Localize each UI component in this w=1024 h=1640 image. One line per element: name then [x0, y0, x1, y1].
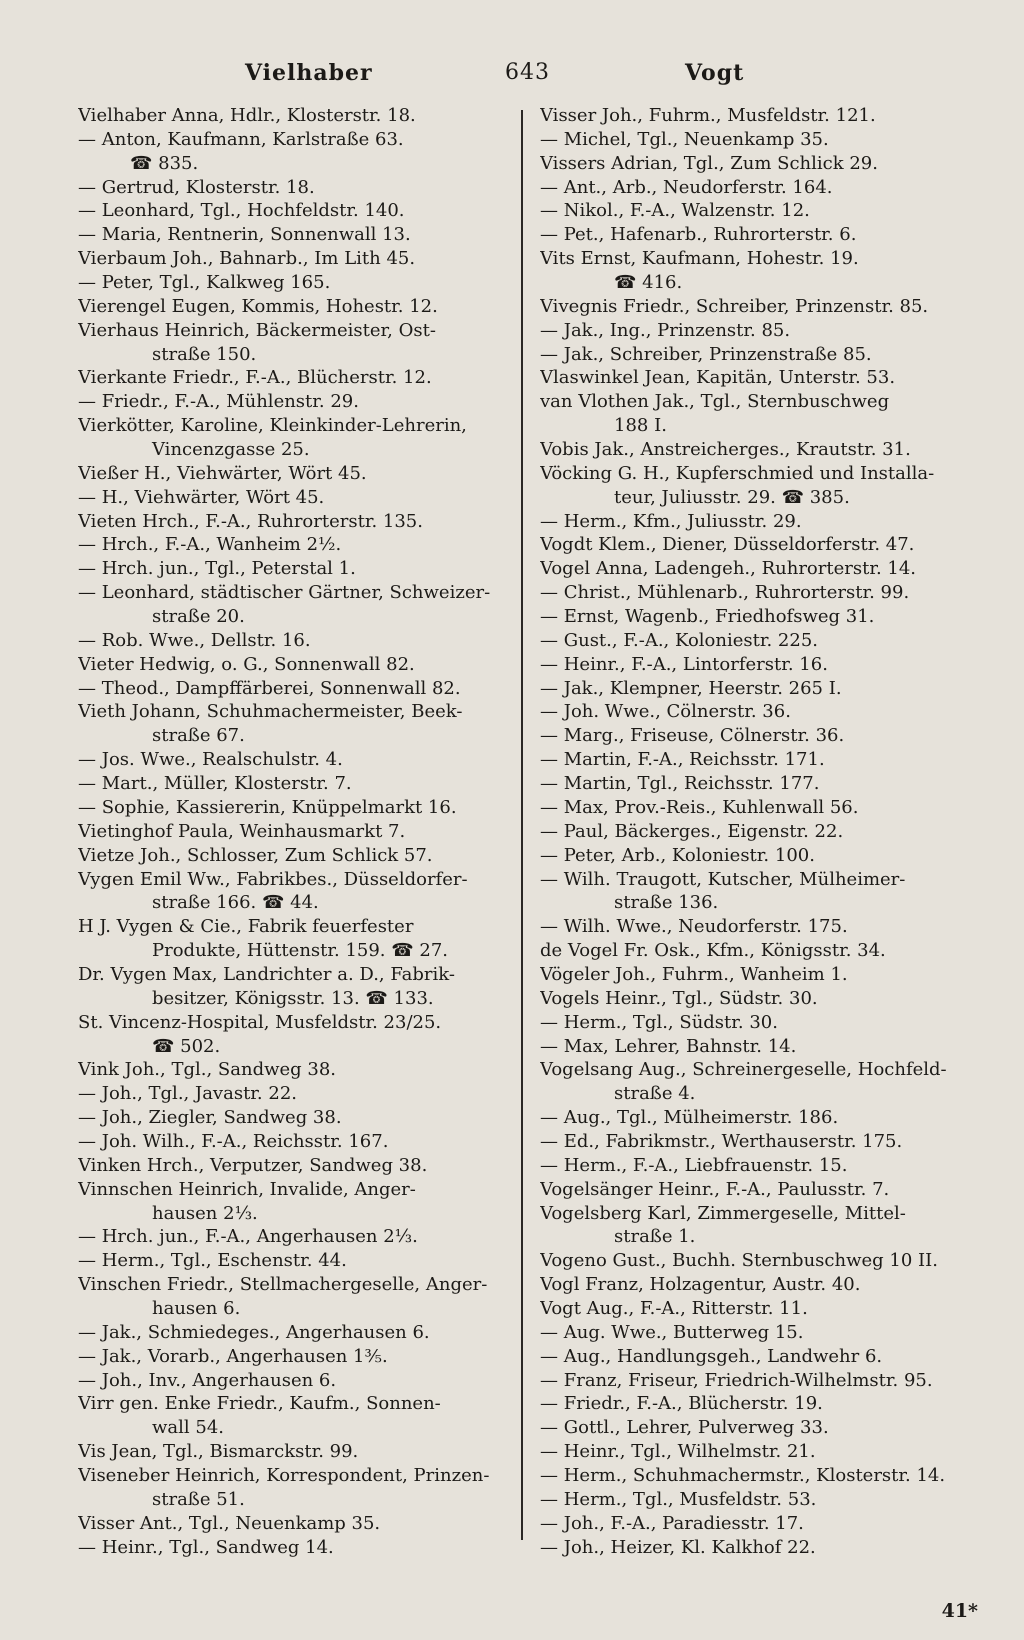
- directory-entry-line: — Franz, Friseur, Friedrich-Wilhelmstr. 95.: [540, 1369, 933, 1391]
- directory-entry-line: Vietze Joh., Schlosser, Zum Schlick 57.: [78, 844, 433, 866]
- directory-entry-line: straße 67.: [152, 725, 245, 747]
- directory-entry-line: Vierkötter, Karoline, Kleinkinder-Lehrerin,: [78, 415, 467, 437]
- directory-entry-line: — Heinr., Tgl., Sandweg 14.: [78, 1536, 334, 1558]
- directory-entry-line: — Michel, Tgl., Neuenkamp 35.: [540, 128, 829, 150]
- page-number: 643: [505, 60, 550, 85]
- directory-entry-line: Vielhaber Anna, Hdlr., Klosterstr. 18.: [78, 105, 416, 126]
- directory-entry-line: — Herm., F.-A., Liebfrauenstr. 15.: [540, 1154, 848, 1176]
- directory-entry-line: — Jak., Klempner, Heerstr. 265 I.: [540, 677, 842, 699]
- directory-entry-line: — Leonhard, Tgl., Hochfeldstr. 140.: [78, 200, 405, 222]
- directory-entry-line: Vinnschen Heinrich, Invalide, Anger-: [78, 1178, 416, 1200]
- directory-entry-line: hausen 2⅓.: [152, 1202, 258, 1224]
- directory-entry-line: Vobis Jak., Anstreicherges., Krautstr. 31.: [540, 439, 911, 461]
- directory-entry-line: — Leonhard, städtischer Gärtner, Schweizer-: [78, 582, 491, 604]
- directory-entry-line: wall 54.: [152, 1417, 224, 1439]
- directory-entry-line: — Marg., Friseuse, Cölnerstr. 36.: [540, 725, 845, 747]
- directory-entry-line: Vink Joh., Tgl., Sandweg 38.: [78, 1059, 337, 1081]
- directory-entry-line: van Vlothen Jak., Tgl., Sternbuschweg: [540, 391, 890, 413]
- right-column: [540, 104, 980, 1559]
- running-head-left: Vielhaber: [245, 60, 373, 86]
- directory-entry-line: — Jak., Ing., Prinzenstr. 85.: [540, 319, 791, 341]
- directory-entry-line: Vogel Anna, Ladengeh., Ruhrorterstr. 14.: [540, 558, 917, 580]
- directory-entry-line: — Hrch., F.-A., Wanheim 2½.: [78, 534, 342, 556]
- directory-entry-line: — Joh. Wilh., F.-A., Reichsstr. 167.: [78, 1130, 389, 1152]
- directory-entry-line: — Joh., Inv., Angerhausen 6.: [78, 1369, 337, 1391]
- directory-entry-line: Vis Jean, Tgl., Bismarckstr. 99.: [78, 1441, 359, 1463]
- directory-entry-line: Vögeler Joh., Fuhrm., Wanheim 1.: [540, 963, 848, 985]
- directory-entry-line: — Jos. Wwe., Realschulstr. 4.: [78, 749, 343, 771]
- directory-entry-line: — Herm., Kfm., Juliusstr. 29.: [540, 510, 802, 532]
- directory-entry-line: de Vogel Fr. Osk., Kfm., Königsstr. 34.: [540, 940, 886, 962]
- directory-entry-line: — Martin, F.-A., Reichsstr. 171.: [540, 749, 825, 771]
- directory-entry-line: H J. Vygen & Cie., Fabrik feuerfester: [78, 916, 414, 938]
- directory-entry-line: — Christ., Mühlenarb., Ruhrorterstr. 99.: [540, 582, 910, 604]
- directory-entry-line: — Herm., Tgl., Eschenstr. 44.: [78, 1250, 347, 1272]
- directory-entry-line: — Friedr., F.-A., Mühlenstr. 29.: [78, 391, 359, 413]
- directory-entry-line: straße 4.: [614, 1083, 696, 1105]
- running-head-right: Vogt: [685, 60, 745, 86]
- directory-entry-line: ☎ 416.: [614, 272, 683, 294]
- directory-entry-line: — Aug., Handlungsgeh., Landwehr 6.: [540, 1345, 883, 1367]
- directory-entry-line: Vieten Hrch., F.-A., Ruhrorterstr. 135.: [78, 510, 423, 532]
- directory-entry-line: Vogt Aug., F.-A., Ritterstr. 11.: [540, 1297, 808, 1319]
- directory-entry-line: — Peter, Tgl., Kalkweg 165.: [78, 272, 331, 294]
- directory-entry-line: Vogl Franz, Holzagentur, Austr. 40.: [540, 1274, 861, 1296]
- directory-entry-line: — Herm., Schuhmachermstr., Klosterstr. 14.: [540, 1464, 946, 1486]
- directory-entry-line: Vissers Adrian, Tgl., Zum Schlick 29.: [540, 152, 878, 174]
- directory-entry-line: ☎ 502.: [152, 1035, 221, 1057]
- directory-entry-line: Dr. Vygen Max, Landrichter a. D., Fabrik-: [78, 963, 455, 985]
- directory-entry-line: straße 150.: [152, 343, 257, 365]
- directory-entry-line: Vincenzgasse 25.: [152, 439, 310, 461]
- directory-entry-line: Visser Ant., Tgl., Neuenkamp 35.: [78, 1512, 381, 1534]
- directory-entry-line: Vlaswinkel Jean, Kapitän, Unterstr. 53.: [540, 367, 896, 389]
- directory-entry-line: Vogdt Klem., Diener, Düsseldorferstr. 47.: [540, 534, 915, 556]
- directory-entry-line: — Joh., Ziegler, Sandweg 38.: [78, 1107, 342, 1129]
- directory-entry-line: Vierkante Friedr., F.-A., Blücherstr. 12.: [78, 367, 432, 389]
- directory-entry-line: straße 1.: [614, 1226, 696, 1248]
- directory-entry-line: Vogelsberg Karl, Zimmergeselle, Mittel-: [540, 1202, 906, 1224]
- directory-entry-line: Vierhaus Heinrich, Bäckermeister, Ost-: [78, 319, 436, 341]
- directory-entry-line: hausen 6.: [152, 1297, 241, 1319]
- directory-entry-line: — Rob. Wwe., Dellstr. 16.: [78, 629, 311, 651]
- directory-entry-line: — Nikol., F.-A., Walzenstr. 12.: [540, 200, 810, 222]
- directory-entry-line: teur, Juliusstr. 29. ☎ 385.: [614, 486, 850, 508]
- directory-entry-line: — Joh. Wwe., Cölnerstr. 36.: [540, 701, 791, 723]
- directory-entry-line: — Heinr., Tgl., Wilhelmstr. 21.: [540, 1441, 816, 1463]
- directory-entry-line: Vieter Hedwig, o. G., Sonnenwall 82.: [78, 653, 415, 675]
- column-divider: [521, 110, 523, 1540]
- directory-entry-line: — Peter, Arb., Koloniestr. 100.: [540, 844, 815, 866]
- directory-entry-line: — Ant., Arb., Neudorferstr. 164.: [540, 176, 833, 198]
- directory-entry-line: — Joh., Heizer, Kl. Kalkhof 22.: [540, 1536, 816, 1558]
- directory-entry-line: — Max, Prov.-Reis., Kuhlenwall 56.: [540, 796, 859, 818]
- directory-entry-line: — Joh., F.-A., Paradiesstr. 17.: [540, 1512, 804, 1534]
- directory-entry-line: straße 20.: [152, 606, 245, 628]
- directory-entry-line: Vivegnis Friedr., Schreiber, Prinzenstr. 85.: [540, 295, 929, 317]
- directory-entry-line: — Ed., Fabrikmstr., Werthauserstr. 175.: [540, 1130, 903, 1152]
- directory-entry-line: St. Vincenz-Hospital, Musfeldstr. 23/25.: [78, 1011, 442, 1033]
- directory-entry-line: Vierbaum Joh., Bahnarb., Im Lith 45.: [78, 248, 416, 270]
- directory-entry-line: Vieth Johann, Schuhmachermeister, Beek-: [78, 701, 463, 723]
- directory-entry-line: straße 51.: [152, 1488, 245, 1510]
- directory-entry-line: Vierengel Eugen, Kommis, Hohestr. 12.: [78, 295, 438, 317]
- directory-entry-line: Virr gen. Enke Friedr., Kaufm., Sonnen-: [78, 1393, 441, 1415]
- directory-entry-line: Vinschen Friedr., Stellmachergeselle, Anger-: [78, 1274, 488, 1296]
- directory-entry-line: — Friedr., F.-A., Blücherstr. 19.: [540, 1393, 823, 1415]
- directory-entry-line: — Gust., F.-A., Koloniestr. 225.: [540, 629, 818, 651]
- directory-entry-line: — Wilh. Wwe., Neudorferstr. 175.: [540, 916, 848, 938]
- directory-entry-line: straße 166. ☎ 44.: [152, 892, 319, 914]
- directory-entry-line: — Herm., Tgl., Musfeldstr. 53.: [540, 1488, 817, 1510]
- directory-entry-line: — Hrch. jun., F.-A., Angerhausen 2⅓.: [78, 1226, 418, 1248]
- directory-entry-line: — Gottl., Lehrer, Pulverweg 33.: [540, 1417, 829, 1439]
- directory-entry-line: — Joh., Tgl., Javastr. 22.: [78, 1083, 297, 1105]
- directory-entry-line: Viseneber Heinrich, Korrespondent, Prinzen-: [78, 1464, 490, 1486]
- directory-entry-line: Vogeno Gust., Buchh. Sternbuschweg 10 II.: [540, 1250, 938, 1272]
- directory-entry-line: — H., Viehwärter, Wört 45.: [78, 486, 325, 508]
- sheet-signature: 41*: [941, 1600, 978, 1622]
- directory-entry-line: Vygen Emil Ww., Fabrikbes., Düsseldorfer-: [78, 868, 468, 890]
- directory-entry-line: — Aug., Tgl., Mülheimerstr. 186.: [540, 1107, 839, 1129]
- directory-entry-line: — Martin, Tgl., Reichsstr. 177.: [540, 773, 820, 795]
- directory-entry-line: — Wilh. Traugott, Kutscher, Mülheimer-: [540, 868, 906, 890]
- directory-entry-line: — Herm., Tgl., Südstr. 30.: [540, 1011, 778, 1033]
- directory-entry-line: — Heinr., F.-A., Lintorferstr. 16.: [540, 653, 828, 675]
- directory-entry-line: Vinken Hrch., Verputzer, Sandweg 38.: [78, 1154, 428, 1176]
- directory-entry-line: — Maria, Rentnerin, Sonnenwall 13.: [78, 224, 411, 246]
- directory-entry-line: — Max, Lehrer, Bahnstr. 14.: [540, 1035, 797, 1057]
- directory-entry-line: Vits Ernst, Kaufmann, Hohestr. 19.: [540, 248, 859, 270]
- directory-entry-line: — Gertrud, Klosterstr. 18.: [78, 176, 315, 198]
- directory-entry-line: Vogelsang Aug., Schreinergeselle, Hochfeld-: [540, 1059, 947, 1081]
- directory-entry-line: — Anton, Kaufmann, Karlstraße 63.: [78, 128, 404, 150]
- directory-entry-line: Vietinghof Paula, Weinhausmarkt 7.: [78, 820, 406, 842]
- directory-entry-line: besitzer, Königsstr. 13. ☎ 133.: [152, 987, 434, 1009]
- directory-entry-line: — Paul, Bäckerges., Eigenstr. 22.: [540, 820, 844, 842]
- directory-entry-line: Produkte, Hüttenstr. 159. ☎ 27.: [152, 940, 449, 962]
- directory-entry-line: — Hrch. jun., Tgl., Peterstal 1.: [78, 558, 356, 580]
- directory-entry-line: — Ernst, Wagenb., Friedhofsweg 31.: [540, 606, 875, 628]
- directory-entry-line: Vöcking G. H., Kupferschmied und Installa-: [540, 462, 935, 484]
- directory-entry-line: — Aug. Wwe., Butterweg 15.: [540, 1321, 804, 1343]
- directory-entry-line: — Pet., Hafenarb., Ruhrorterstr. 6.: [540, 224, 857, 246]
- directory-entry-line: — Sophie, Kassiererin, Knüppelmarkt 16.: [78, 796, 457, 818]
- directory-entry-line: — Jak., Schmiedeges., Angerhausen 6.: [78, 1321, 430, 1343]
- directory-entry-line: straße 136.: [614, 892, 719, 914]
- left-column: [78, 104, 508, 1559]
- directory-entry-line: ☎ 835.: [130, 152, 199, 174]
- directory-entry-line: — Jak., Vorarb., Angerhausen 1⅗.: [78, 1345, 388, 1367]
- directory-entry-line: — Jak., Schreiber, Prinzenstraße 85.: [540, 343, 872, 365]
- directory-entry-line: Vogelsänger Heinr., F.-A., Paulusstr. 7.: [540, 1178, 890, 1200]
- directory-entry-line: Visser Joh., Fuhrm., Musfeldstr. 121.: [540, 105, 876, 126]
- directory-entry-line: Vogels Heinr., Tgl., Südstr. 30.: [540, 987, 818, 1009]
- directory-entry-line: — Mart., Müller, Klosterstr. 7.: [78, 773, 352, 795]
- directory-entry-line: Vießer H., Viehwärter, Wört 45.: [78, 462, 367, 484]
- directory-entry-line: 188 I.: [614, 415, 667, 437]
- directory-entry-line: — Theod., Dampffärberei, Sonnenwall 82.: [78, 677, 461, 699]
